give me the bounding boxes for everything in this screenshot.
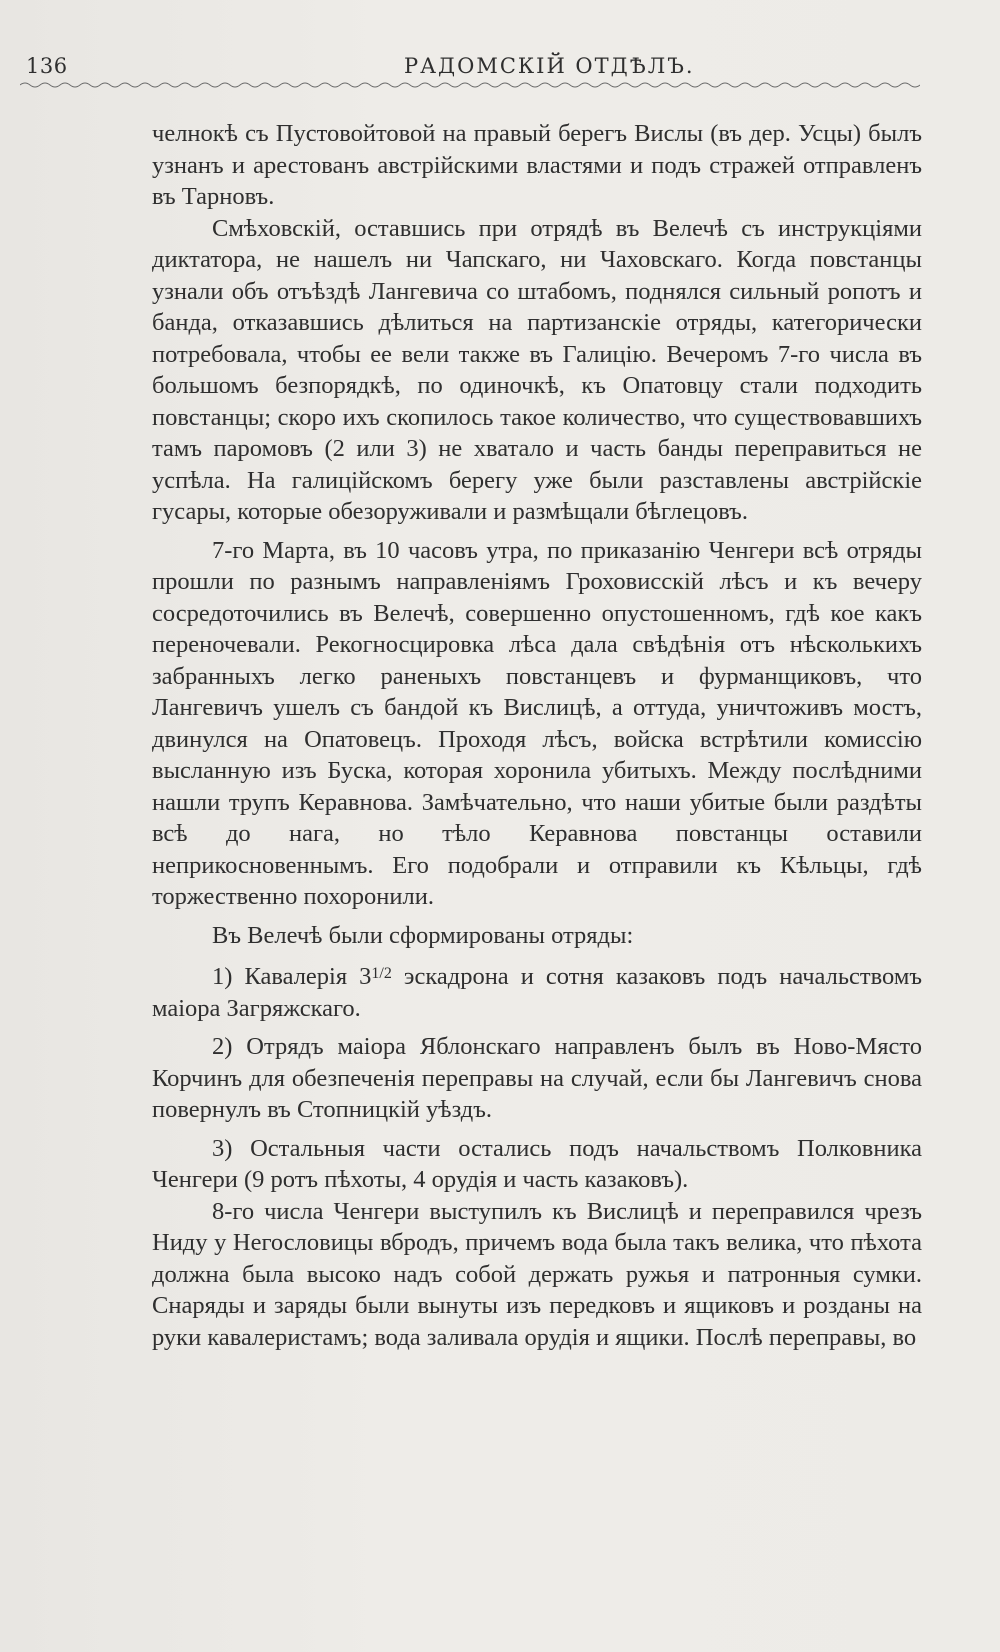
list-item-1-fraction: 1/2 [371,965,392,982]
paragraph-march-7: 7-го Марта, въ 10 часовъ утра, по приказанію Ченгери всѣ отряды прошли по разнымъ направленіямъ Гроховисскій лѣсъ и къ вечеру сосредоточились въ Велечѣ, совершенно опустошенномъ, гдѣ кое какъ переночевали. Рекогносцировка лѣса дала свѣдѣнія отъ нѣсколькихъ забранныхъ легко раненыхъ повстанцевъ и фурманщиковъ, что Лангевичъ ушелъ съ бандой къ Вислицѣ, а оттуда, уничтоживъ мостъ, двинулся на Опатовецъ. Проходя лѣсъ, войска встрѣтили комиссію высланную изъ Буска, которая хоронила убитыхъ. Между послѣдними нашли трупъ Керавнова. Замѣчательно, что наши убитые были раздѣты всѣ до нага, но тѣло Керавнова повстанцы оставили неприкосновеннымъ. Его подобрали и отправили къ Кѣльцы, гдѣ торжественно похоронили. [152,536,922,910]
paragraph-continuation: челнокѣ съ Пустовойтовой на правый берегъ Вислы (въ дер. Усцы) былъ узнанъ и арестованъ австрійскими властями и подъ стражей отправленъ въ Тарновъ. [152,120,922,210]
paragraph-smekhovsky: Смѣховскій, оставшись при отрядѣ въ Велечѣ съ инструкціями диктатора, не нашелъ ни Чапскаго, ни Чаховскаго. Когда повстанцы узнали объ отъѣздѣ Лангевича со штабомъ, поднялся сильный ропотъ и банда, отказавшись дѣлиться на партизанскіе отряды, категорически потребовала, чтобы ее вели также въ Галицію. Вечеромъ 7-го числа въ большомъ безпорядкѣ, по одиночкѣ, къ Опатовцу стали подходить повстанцы; скоро ихъ скопилось такое количество, что существовавшихъ тамъ паромовъ (2 или 3) не хватало и часть банды переправиться не успѣла. На галиційскомъ берегу уже были разставлены австрійскіе гусары, которые обезоруживали и размѣщали бѣглецовъ. [152,214,922,525]
list-item-1-start: 1) Кавалерія 3 [212,963,372,990]
paragraph-detachments-intro: Въ Велечѣ были сформированы отряды: [212,921,634,949]
list-item-2: 2) Отрядъ маіора Яблонскаго направленъ былъ въ Ново-Място Корчинъ для обезпеченія переправы на случай, если бы Лангевичъ снова повернулъ въ Стопницкій уѣздъ. [152,1033,922,1123]
list-item-3: 3) Остальныя части остались подъ начальствомъ Полковника Ченгери (9 ротъ пѣхоты, 4 орудія и часть казаковъ). [152,1134,922,1193]
paragraph-march-8: 8-го числа Ченгери выступилъ къ Вислицѣ и переправился чрезъ Ниду у Негословицы вбродъ, причемъ вода была такъ велика, что пѣхота должна была высоко надъ собой держать ружья и патронныя сумки. Снаряды и заряды были вынуты изъ передковъ и ящиковъ и розданы на руки кавалеристамъ; вода заливала орудія и ящики. Послѣ переправы, во [152,1197,922,1351]
body-text [152,118,922,1353]
ornamental-rule [20,80,920,90]
wavy-line [20,83,920,87]
page-number: 136 [26,54,68,78]
list-item-1 [152,958,922,1024]
running-title: РАДОМСКІЙ ОТДѢЛЪ. [404,54,695,78]
list-item-1-end: эскадрона и сотня казаковъ подъ начальствомъ маіора Загряжскаго. [152,963,922,1022]
